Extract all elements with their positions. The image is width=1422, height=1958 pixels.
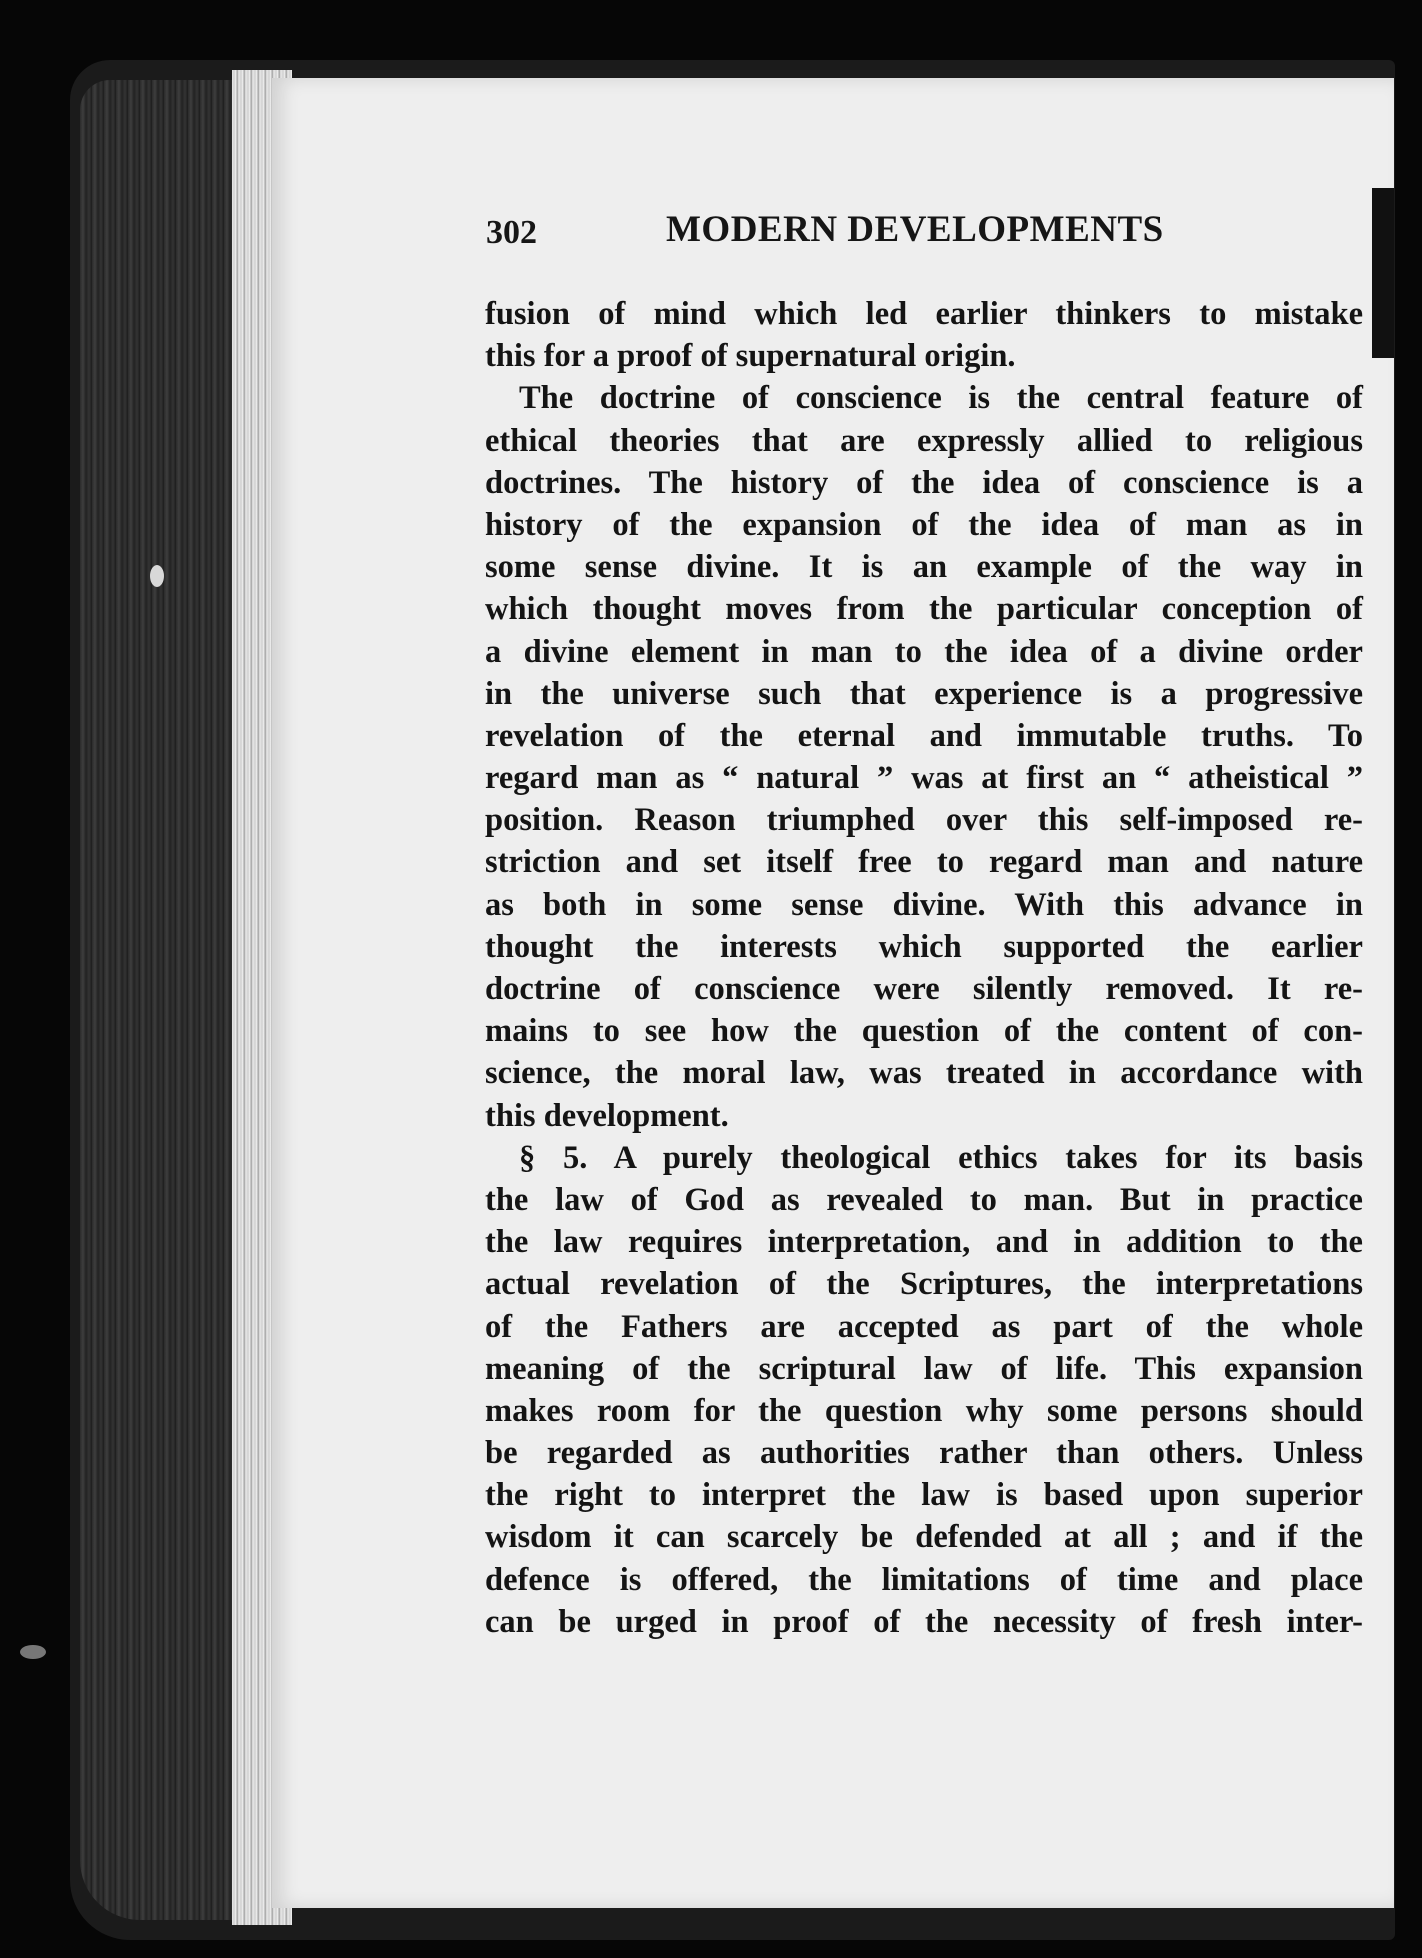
- book-page: [272, 78, 1394, 1908]
- text-line: can be urged in proof of the necessity of fresh inter-: [485, 1603, 1363, 1640]
- text-line: actual revelation of the Scriptures, the interpretations: [485, 1266, 1363, 1303]
- text-line: wisdom it can scarcely be defended at all ; and if the: [485, 1519, 1363, 1556]
- text-line: position. Reason triumphed over this self-imposed re-: [485, 802, 1363, 839]
- text-line: of the Fathers are accepted as part of the whole: [485, 1308, 1363, 1345]
- text-line: a divine element in man to the idea of a divine order: [485, 633, 1363, 670]
- text-line: as both in some sense divine. With this advance in: [485, 886, 1363, 923]
- spine-speck: [20, 1645, 46, 1659]
- text-line: the law requires interpretation, and in addition to the: [485, 1224, 1363, 1261]
- text-line: in the universe such that experience is a progressive: [485, 675, 1363, 712]
- text-line: history of the expansion of the idea of man as in: [485, 506, 1363, 543]
- text-line: mains to see how the question of the content of con-: [485, 1013, 1363, 1050]
- text-line: doctrine of conscience were silently removed. It re-: [485, 971, 1363, 1007]
- text-line: striction and set itself free to regard man and nature: [485, 844, 1363, 881]
- text-line: The doctrine of conscience is the central feature of: [519, 380, 1363, 417]
- text-line: fusion of mind which led earlier thinkers to mistake: [485, 296, 1363, 332]
- text-line: ethical theories that are expressly allied to religious: [485, 422, 1363, 459]
- book-spine: [80, 80, 245, 1920]
- body-text: [485, 293, 1363, 1643]
- text-line: some sense divine. It is an example of the way in: [485, 549, 1363, 586]
- text-line: makes room for the question why some persons should: [485, 1392, 1363, 1429]
- running-head: MODERN DEVELOPMENTS: [666, 209, 1164, 250]
- text-line: meaning of the scriptural law of life. This expansion: [485, 1350, 1363, 1387]
- text-line: defence is offered, the limitations of time and place: [485, 1561, 1363, 1598]
- page-edge-shadow: [1372, 188, 1394, 358]
- text-line: the right to interpret the law is based upon superior: [485, 1477, 1363, 1514]
- text-line: § 5. A purely theological ethics takes for its basis: [519, 1139, 1363, 1176]
- page-header: [486, 208, 1346, 260]
- text-line: regard man as “ natural ” was at first an “ atheistical ”: [485, 760, 1363, 797]
- text-line: the law of God as revealed to man. But in practice: [485, 1181, 1363, 1218]
- text-line: this for a proof of supernatural origin.: [485, 338, 1016, 375]
- text-line: which thought moves from the particular conception of: [485, 591, 1363, 628]
- text-line: revelation of the eternal and immutable truths. To: [485, 717, 1363, 754]
- text-line: doctrines. The history of the idea of conscience is a: [485, 464, 1363, 501]
- spine-speck: [150, 565, 164, 587]
- text-line: thought the interests which supported the earlier: [485, 928, 1363, 965]
- text-line: be regarded as authorities rather than others. Unless: [485, 1435, 1363, 1472]
- page-number: 302: [486, 214, 537, 251]
- text-line: this development.: [485, 1097, 729, 1134]
- text-line: science, the moral law, was treated in accordance with: [485, 1055, 1363, 1092]
